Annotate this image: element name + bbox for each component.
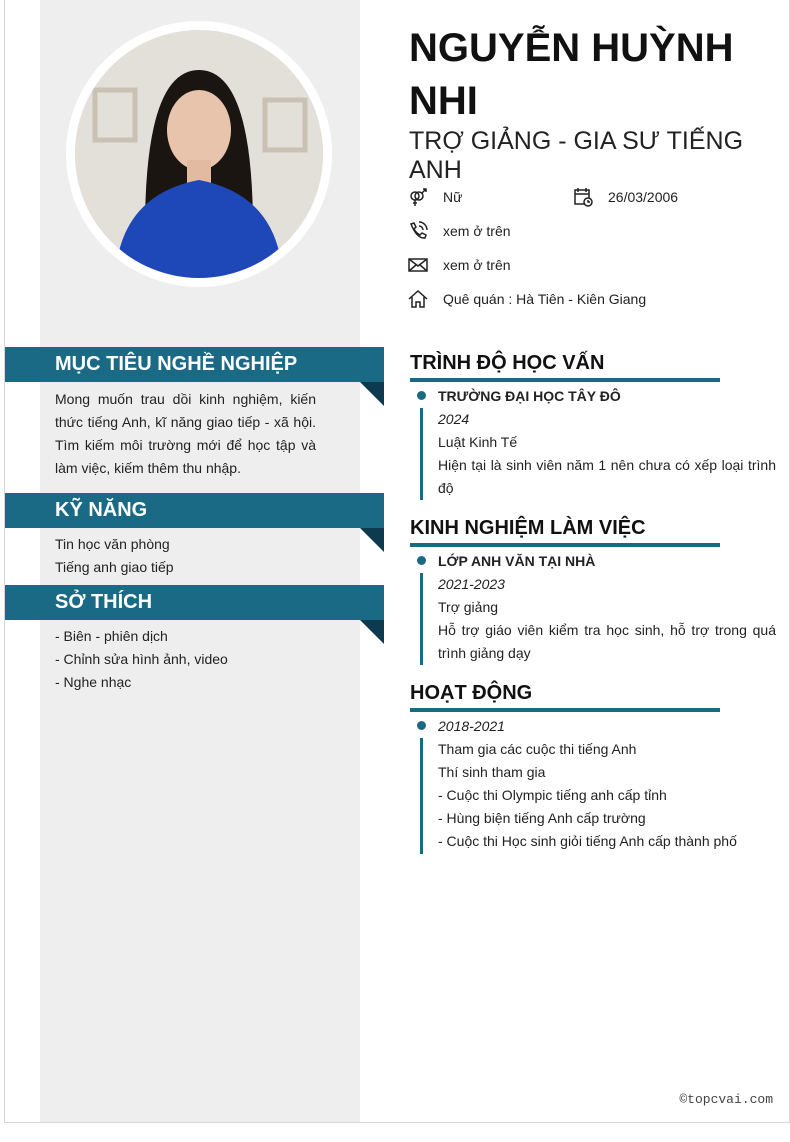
experience-entry (420, 550, 776, 665)
hometown-row (408, 289, 646, 309)
mail-icon (408, 255, 428, 275)
activities-period: 2018-2021 (438, 718, 505, 734)
job-title: TRỢ GIẢNG - GIA SƯ TIẾNG ANH (409, 127, 744, 184)
education-entry (420, 385, 776, 500)
watermark: ©topcvai.com (679, 1092, 773, 1107)
timeline-bar (420, 573, 423, 665)
hobbies-list (55, 625, 316, 694)
gender-icon (408, 187, 428, 207)
dob-row (573, 187, 678, 207)
hobby-item: - Chỉnh sửa hình ảnh, video (55, 651, 228, 667)
major: Luật Kinh Tế (438, 434, 518, 450)
experience-heading: KINH NGHIỆM LÀM VIỆC (410, 517, 720, 547)
hobby-item: - Nghe nhạc (55, 674, 132, 690)
experience-period: 2021-2023 (438, 576, 505, 592)
activity-line: - Cuộc thi Học sinh giỏi tiếng Anh cấp thành phố (438, 833, 737, 849)
timeline-bar (420, 738, 423, 854)
objective-heading: MỤC TIÊU NGHỀ NGHIỆP (5, 347, 384, 382)
activity-line: - Cuộc thi Olympic tiếng anh cấp tỉnh (438, 787, 667, 803)
ribbon-fold (360, 528, 384, 552)
hobbies-heading: SỞ THÍCH (5, 585, 384, 620)
skill-item: Tiếng anh giao tiếp (55, 559, 174, 575)
skill-item: Tin học văn phòng (55, 536, 170, 552)
timeline-dot (417, 721, 426, 730)
role: Trợ giảng (438, 599, 499, 615)
email-value: xem ở trên (443, 257, 511, 273)
activity-line: Tham gia các cuộc thi tiếng Anh (438, 741, 637, 757)
activities-entry (420, 715, 776, 854)
email-row (408, 255, 511, 275)
gender-value: Nữ (443, 189, 463, 205)
education-year: 2024 (438, 411, 470, 427)
education-note: Hiện tại là sinh viên năm 1 nên chưa có xếp loại trình độ (438, 457, 776, 496)
activities-heading: HOẠT ĐỘNG (410, 682, 720, 712)
hometown-value: Quê quán : Hà Tiên - Kiên Giang (443, 291, 647, 307)
ribbon-fold (360, 620, 384, 644)
dob-value: 26/03/2006 (608, 189, 679, 205)
education-heading: TRÌNH ĐỘ HỌC VẤN (410, 352, 720, 382)
timeline-bar (420, 408, 423, 500)
ribbon-fold (360, 382, 384, 406)
gender-row (408, 187, 462, 207)
phone-row (408, 221, 511, 241)
phone-icon (408, 221, 428, 241)
phone-value: xem ở trên (443, 223, 511, 239)
skills-heading: KỸ NĂNG (5, 493, 384, 528)
timeline-dot (417, 391, 426, 400)
objective-text: Mong muốn trau dồi kinh nghiệm, kiến thức tiếng Anh, kĩ năng giao tiếp - xã hội. Tìm kiếm môi trường mới để học tập và làm việc, kiếm thêm thu nhập. (55, 391, 316, 476)
skills-list (55, 533, 316, 579)
home-icon (408, 289, 428, 309)
hobby-item: - Biên - phiên dịch (55, 628, 168, 644)
calendar-icon (573, 187, 593, 207)
workplace: LỚP ANH VĂN TẠI NHÀ (438, 553, 596, 569)
school-name: TRƯỜNG ĐẠI HỌC TÂY ĐÔ (438, 388, 621, 404)
experience-desc: Hỗ trợ giáo viên kiểm tra học sinh, hỗ trợ trong quá trình giảng dạy (438, 622, 776, 661)
activity-line: Thí sinh tham gia (438, 764, 546, 780)
timeline-dot (417, 556, 426, 565)
activity-line: - Hùng biện tiếng Anh cấp trường (438, 810, 646, 826)
candidate-name: NGUYỄN HUỲNH NHI (409, 26, 734, 123)
avatar (66, 21, 332, 287)
